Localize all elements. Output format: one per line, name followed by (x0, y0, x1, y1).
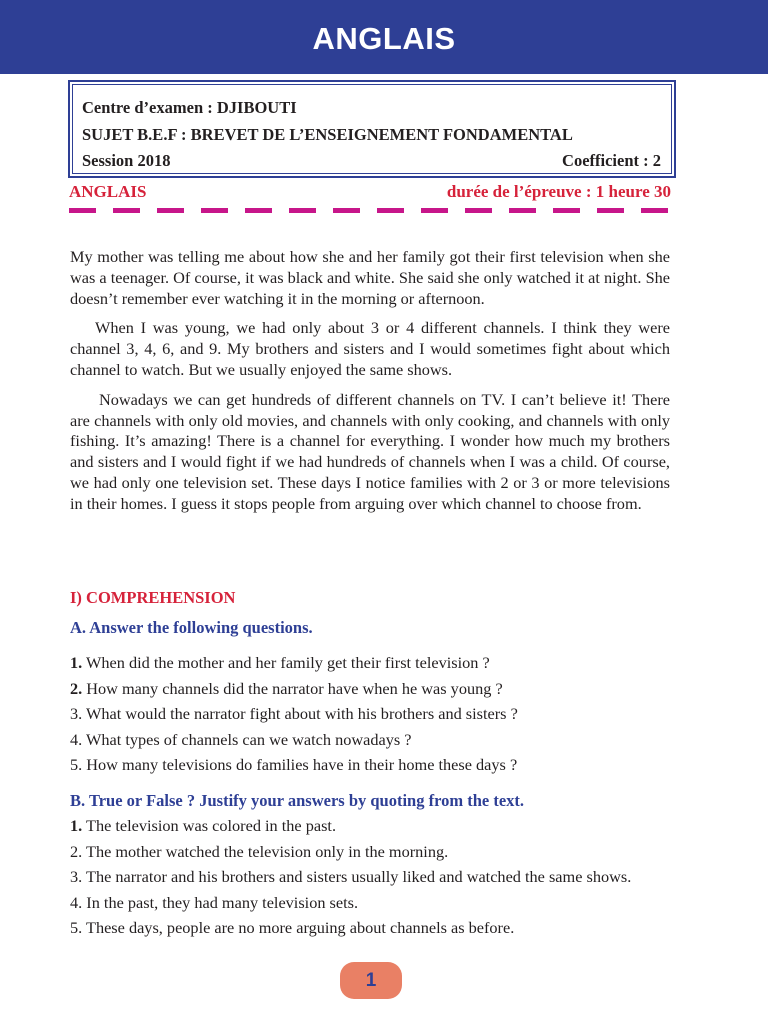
session-row (82, 148, 661, 175)
passage-paragraph: My mother was telling me about how she and her family got their first television when she was a teenager. Of course, it was black and white. She said she only watched it at night. She doesn’t remember ever watching it in the morning or afternoon. (70, 247, 670, 308)
part-a-heading: A. Answer the following questions. (70, 618, 313, 637)
statement-text: The narrator and his brothers and sisters usually liked and watched the same shows. (82, 867, 632, 886)
exam-info-inner (72, 84, 672, 174)
question-text: What would the narrator fight about with his brothers and sisters ? (82, 704, 518, 724)
subject-line (69, 182, 671, 202)
question-text: What types of channels can we watch nowadays ? (82, 729, 412, 749)
reading-passage (70, 247, 670, 524)
question-number: 2. (70, 678, 83, 698)
exam-session: Session 2018 (82, 151, 171, 170)
page-number-badge (340, 962, 402, 999)
section-heading: I) COMPREHENSION (70, 588, 236, 607)
question-number: 5. (70, 755, 83, 775)
statement-item (70, 918, 670, 939)
statement-number: 1. (70, 816, 83, 835)
statement-list (70, 816, 670, 944)
question-item (70, 653, 670, 679)
question-text: How many channels did the narrator have when he was young ? (82, 678, 503, 698)
question-text: How many televisions do families have in their home these days ? (82, 755, 518, 775)
statement-item (70, 816, 670, 837)
question-item (70, 755, 670, 781)
passage-paragraph: When I was young, we had only about 3 or 4 different channels. I think they were channel 3, 4, 6, and 9. My brothers and sisters and I would sometimes fight about which channel to watch. But we usually enjoyed the same shows. (70, 318, 670, 379)
title-banner (0, 0, 768, 74)
statement-item (70, 842, 670, 863)
statement-text: The mother watched the television only in the morning. (82, 841, 449, 861)
duration-label: durée de l’épreuve : 1 heure 30 (446, 182, 671, 201)
question-item (70, 679, 670, 705)
question-item (70, 704, 670, 730)
statement-number: 4. (70, 892, 83, 912)
statement-item (70, 893, 670, 914)
question-item (70, 730, 670, 756)
passage-paragraph: Nowadays we can get hundreds of different channels on TV. I can’t believe it! There are channels with only old movies, and channels with only cooking, and channels with only fishing. It’s amazing! There is a channel for everything. I wonder how much my brothers and sisters and I would fight if we had hundreds of channels when I was a child. Of course, we had only one television set. These days I notice families with 2 or 3 or more televisions in their homes. I guess it stops people from arguing over which channel to choose from. (70, 389, 670, 513)
statement-number: 2. (70, 841, 83, 861)
exam-info-box (68, 80, 676, 178)
exam-center: Centre d’examen : DJIBOUTI (82, 98, 297, 117)
statement-number: 3. (70, 867, 83, 886)
part-b-heading: B. True or False ? Justify your answers by quoting from the text. (70, 791, 525, 810)
subject-label: ANGLAIS (69, 182, 147, 201)
statement-text: The television was colored in the past. (82, 816, 337, 835)
dashed-divider (69, 208, 671, 213)
page-number: 1 (365, 969, 377, 991)
question-text: When did the mother and her family get their first television ? (82, 653, 490, 672)
exam-subject: SUJET B.E.F : BREVET DE L’ENSEIGNEMENT FONDAMENTAL (82, 124, 573, 144)
question-list (70, 653, 670, 781)
statement-text: In the past, they had many television sets. (82, 892, 359, 912)
question-number: 1. (70, 653, 83, 672)
exam-coefficient: Coefficient : 2 (562, 151, 661, 170)
question-number: 4. (70, 729, 83, 749)
banner-title: ANGLAIS (312, 21, 456, 56)
statement-text: These days, people are no more arguing about channels as before. (82, 918, 515, 937)
statement-item (70, 867, 670, 888)
question-number: 3. (70, 704, 83, 724)
statement-number: 5. (70, 918, 83, 937)
